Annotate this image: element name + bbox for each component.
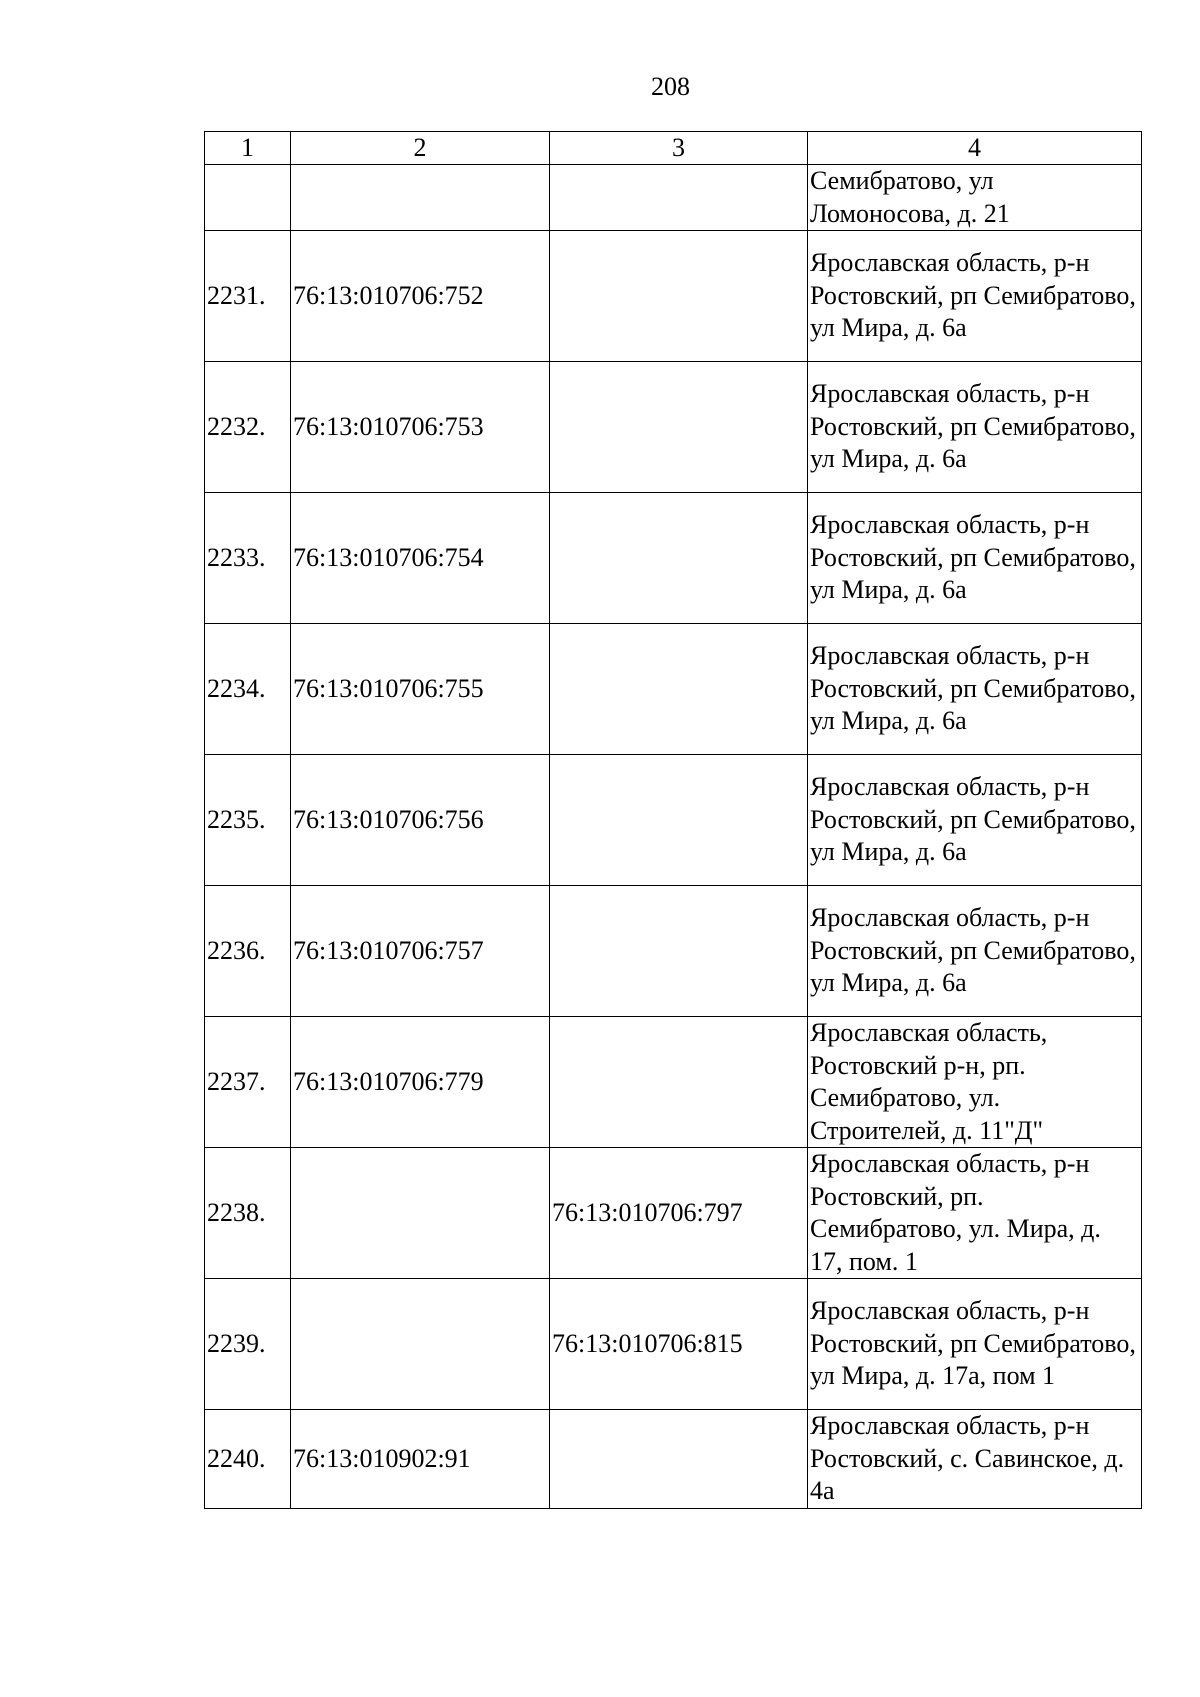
cadastral-number-alt	[550, 362, 808, 493]
row-number: 2232.	[205, 362, 291, 493]
table-row	[205, 165, 1142, 231]
cadastral-number: 76:13:010706:753	[291, 362, 550, 493]
address: Семибратово, ул Ломоносова, д. 21	[808, 165, 1142, 231]
table-row	[205, 755, 1142, 886]
header-row	[205, 132, 1142, 165]
row-number: 2236.	[205, 886, 291, 1017]
column-header-4: 4	[808, 132, 1142, 165]
row-number: 2239.	[205, 1279, 291, 1410]
cadastral-number-alt	[550, 886, 808, 1017]
row-number: 2235.	[205, 755, 291, 886]
address: Ярославская область, р-н Ростовский, рп Семибратово, ул Мира, д. 6а	[808, 362, 1142, 493]
cadastral-number-alt	[550, 165, 808, 231]
column-header-1: 1	[205, 132, 291, 165]
row-number: 2238.	[205, 1148, 291, 1279]
table-row	[205, 1279, 1142, 1410]
cadastral-number: 76:13:010902:91	[291, 1410, 550, 1509]
cadastral-number-alt	[550, 231, 808, 362]
address: Ярославская область, р-н Ростовский, рп Семибратово, ул Мира, д. 6а	[808, 624, 1142, 755]
address: Ярославская область, р-н Ростовский, с. Савинское, д. 4а	[808, 1410, 1142, 1509]
cadastral-number-alt	[550, 624, 808, 755]
cadastral-number: 76:13:010706:756	[291, 755, 550, 886]
table-row	[205, 493, 1142, 624]
cadastral-number-alt	[550, 755, 808, 886]
address: Ярославская область, р-н Ростовский, рп Семибратово, ул Мира, д. 6а	[808, 755, 1142, 886]
address: Ярославская область, р-н Ростовский, рп Семибратово, ул Мира, д. 17а, пом 1	[808, 1279, 1142, 1410]
cadastral-number-alt: 76:13:010706:815	[550, 1279, 808, 1410]
cadastral-number	[291, 165, 550, 231]
cadastral-number-alt: 76:13:010706:797	[550, 1148, 808, 1279]
column-header-2: 2	[291, 132, 550, 165]
row-number: 2237.	[205, 1017, 291, 1148]
cadastral-number: 76:13:010706:757	[291, 886, 550, 1017]
cadastral-number: 76:13:010706:779	[291, 1017, 550, 1148]
page-number: 208	[651, 72, 690, 101]
table-row	[205, 1410, 1142, 1509]
cadastral-number	[291, 1148, 550, 1279]
row-number: 2234.	[205, 624, 291, 755]
table-row	[205, 362, 1142, 493]
row-number	[205, 165, 291, 231]
table-row	[205, 624, 1142, 755]
cadastral-number-alt	[550, 493, 808, 624]
address: Ярославская область, Ростовский р-н, рп. Семибратово, ул. Строителей, д. 11"Д"	[808, 1017, 1142, 1148]
column-header-3: 3	[550, 132, 808, 165]
table-row	[205, 1148, 1142, 1279]
address: Ярославская область, р-н Ростовский, рп Семибратово, ул Мира, д. 6а	[808, 886, 1142, 1017]
table-row	[205, 1017, 1142, 1148]
cadastral-number-alt	[550, 1017, 808, 1148]
table-row	[205, 886, 1142, 1017]
address: Ярославская область, р-н Ростовский, рп Семибратово, ул Мира, д. 6а	[808, 493, 1142, 624]
registry-table	[204, 131, 1142, 1509]
row-number: 2240.	[205, 1410, 291, 1509]
cadastral-number	[291, 1279, 550, 1410]
cadastral-number: 76:13:010706:754	[291, 493, 550, 624]
row-number: 2231.	[205, 231, 291, 362]
cadastral-number: 76:13:010706:755	[291, 624, 550, 755]
address: Ярославская область, р-н Ростовский, рп Семибратово, ул Мира, д. 6а	[808, 231, 1142, 362]
cadastral-number-alt	[550, 1410, 808, 1509]
row-number: 2233.	[205, 493, 291, 624]
table-row	[205, 231, 1142, 362]
cadastral-number: 76:13:010706:752	[291, 231, 550, 362]
address: Ярославская область, р-н Ростовский, рп. Семибратово, ул. Мира, д. 17, пом. 1	[808, 1148, 1142, 1279]
